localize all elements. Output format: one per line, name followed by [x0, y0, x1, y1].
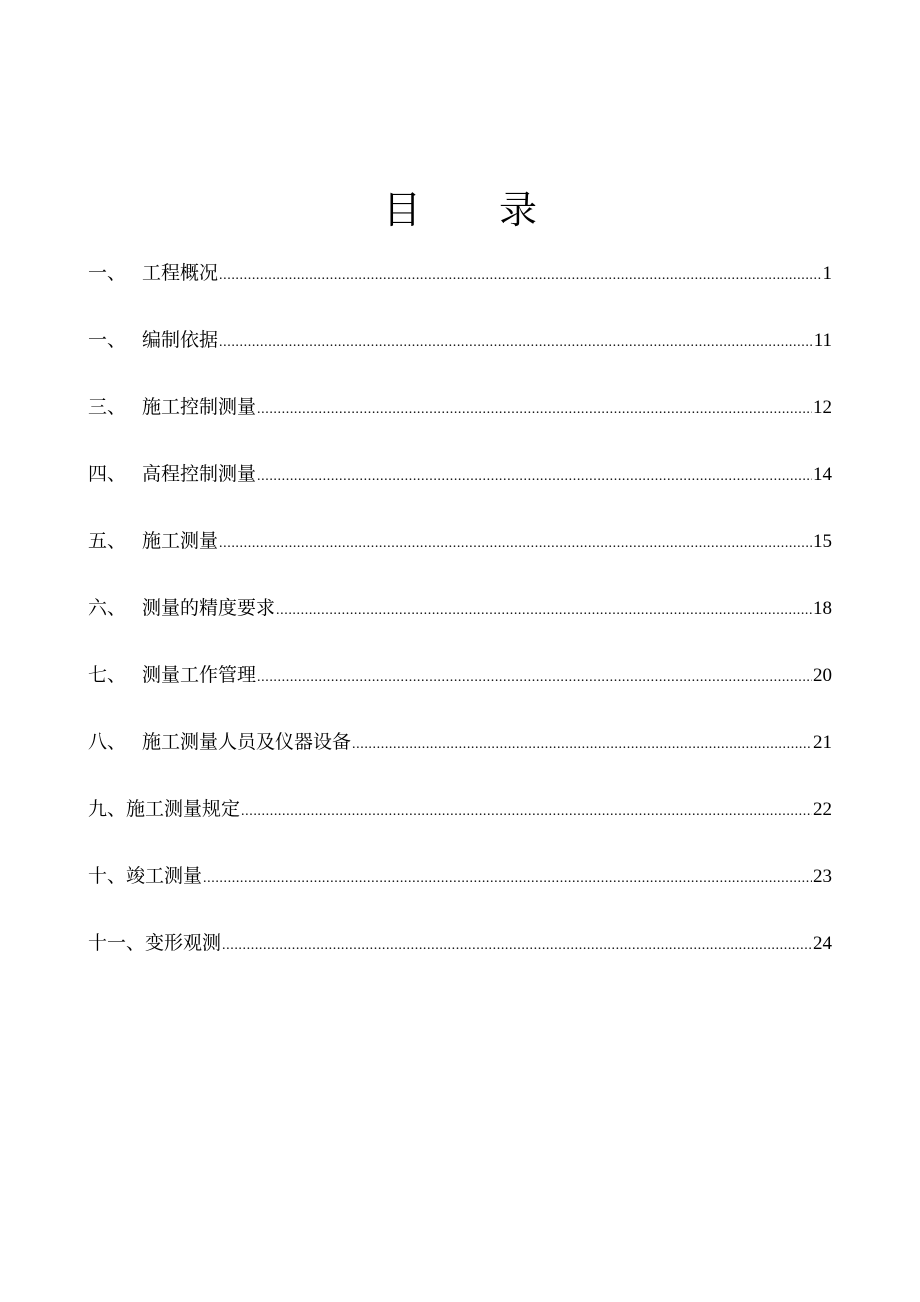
title-char-2: 录 [499, 188, 538, 232]
toc-entry-label: 编制依据 [142, 329, 219, 351]
toc-entry-number: 一、 [88, 329, 127, 351]
toc-entry-label: 测量的精度要求 [142, 597, 276, 619]
toc-entry-11[interactable] [88, 925, 832, 992]
toc-leader-dots [219, 325, 813, 361]
toc-leader-dots [219, 526, 812, 562]
toc-entry-page: 11 [813, 330, 832, 351]
toc-entry-label: 施工测量人员及仪器设备 [142, 731, 352, 753]
table-of-contents [88, 255, 832, 992]
toc-entry-number: 五、 [88, 530, 127, 552]
toc-entry-label: 施工测量 [142, 530, 219, 552]
toc-entry-number: 四、 [88, 463, 127, 485]
toc-entry-4[interactable] [88, 456, 832, 523]
toc-leader-dots [276, 593, 812, 629]
toc-entry-number: 七、 [88, 664, 127, 686]
toc-entry-page: 22 [813, 799, 832, 820]
toc-entry-5[interactable] [88, 523, 832, 590]
toc-entry-page: 12 [813, 397, 832, 418]
toc-entry-8[interactable] [88, 724, 832, 791]
toc-entry-number: 六、 [88, 597, 127, 619]
toc-leader-dots [257, 660, 812, 696]
toc-entry-number: 三、 [88, 396, 127, 418]
toc-entry-2[interactable] [88, 322, 832, 389]
toc-leader-dots [222, 928, 812, 964]
toc-entry-page: 15 [813, 531, 832, 552]
toc-entry-page: 20 [813, 665, 832, 686]
toc-entry-number: 一、 [88, 262, 127, 284]
toc-entry-page: 24 [813, 933, 832, 954]
toc-entry-label: 工程概况 [142, 262, 219, 284]
toc-leader-dots [241, 794, 812, 830]
page-title [0, 180, 920, 240]
toc-leader-dots [352, 727, 812, 763]
toc-entry-page: 21 [813, 732, 832, 753]
toc-entry-page: 1 [822, 263, 832, 284]
toc-entry-page: 14 [813, 464, 832, 485]
toc-entry-9[interactable] [88, 791, 832, 858]
toc-leader-dots [203, 861, 812, 897]
toc-entry-label: 施工控制测量 [142, 396, 257, 418]
title-char-1: 目 [382, 188, 421, 232]
toc-leader-dots [257, 459, 812, 495]
toc-entry-page: 18 [813, 598, 832, 619]
toc-entry-label: 高程控制测量 [142, 463, 257, 485]
toc-entry-number: 九、 [88, 798, 127, 820]
toc-entry-7[interactable] [88, 657, 832, 724]
toc-entry-number: 十一、 [88, 932, 146, 954]
toc-entry-label: 测量工作管理 [142, 664, 257, 686]
toc-entry-number: 十、 [88, 865, 127, 887]
toc-entry-number: 八、 [88, 731, 127, 753]
toc-entry-3[interactable] [88, 389, 832, 456]
toc-entry-label: 竣工测量 [126, 865, 203, 887]
toc-leader-dots [219, 258, 821, 294]
toc-entry-1[interactable] [88, 255, 832, 322]
toc-entry-10[interactable] [88, 858, 832, 925]
toc-entry-6[interactable] [88, 590, 832, 657]
toc-entry-label: 施工测量规定 [126, 798, 241, 820]
toc-entry-page: 23 [813, 866, 832, 887]
toc-leader-dots [257, 392, 812, 428]
toc-entry-label: 变形观测 [145, 932, 222, 954]
